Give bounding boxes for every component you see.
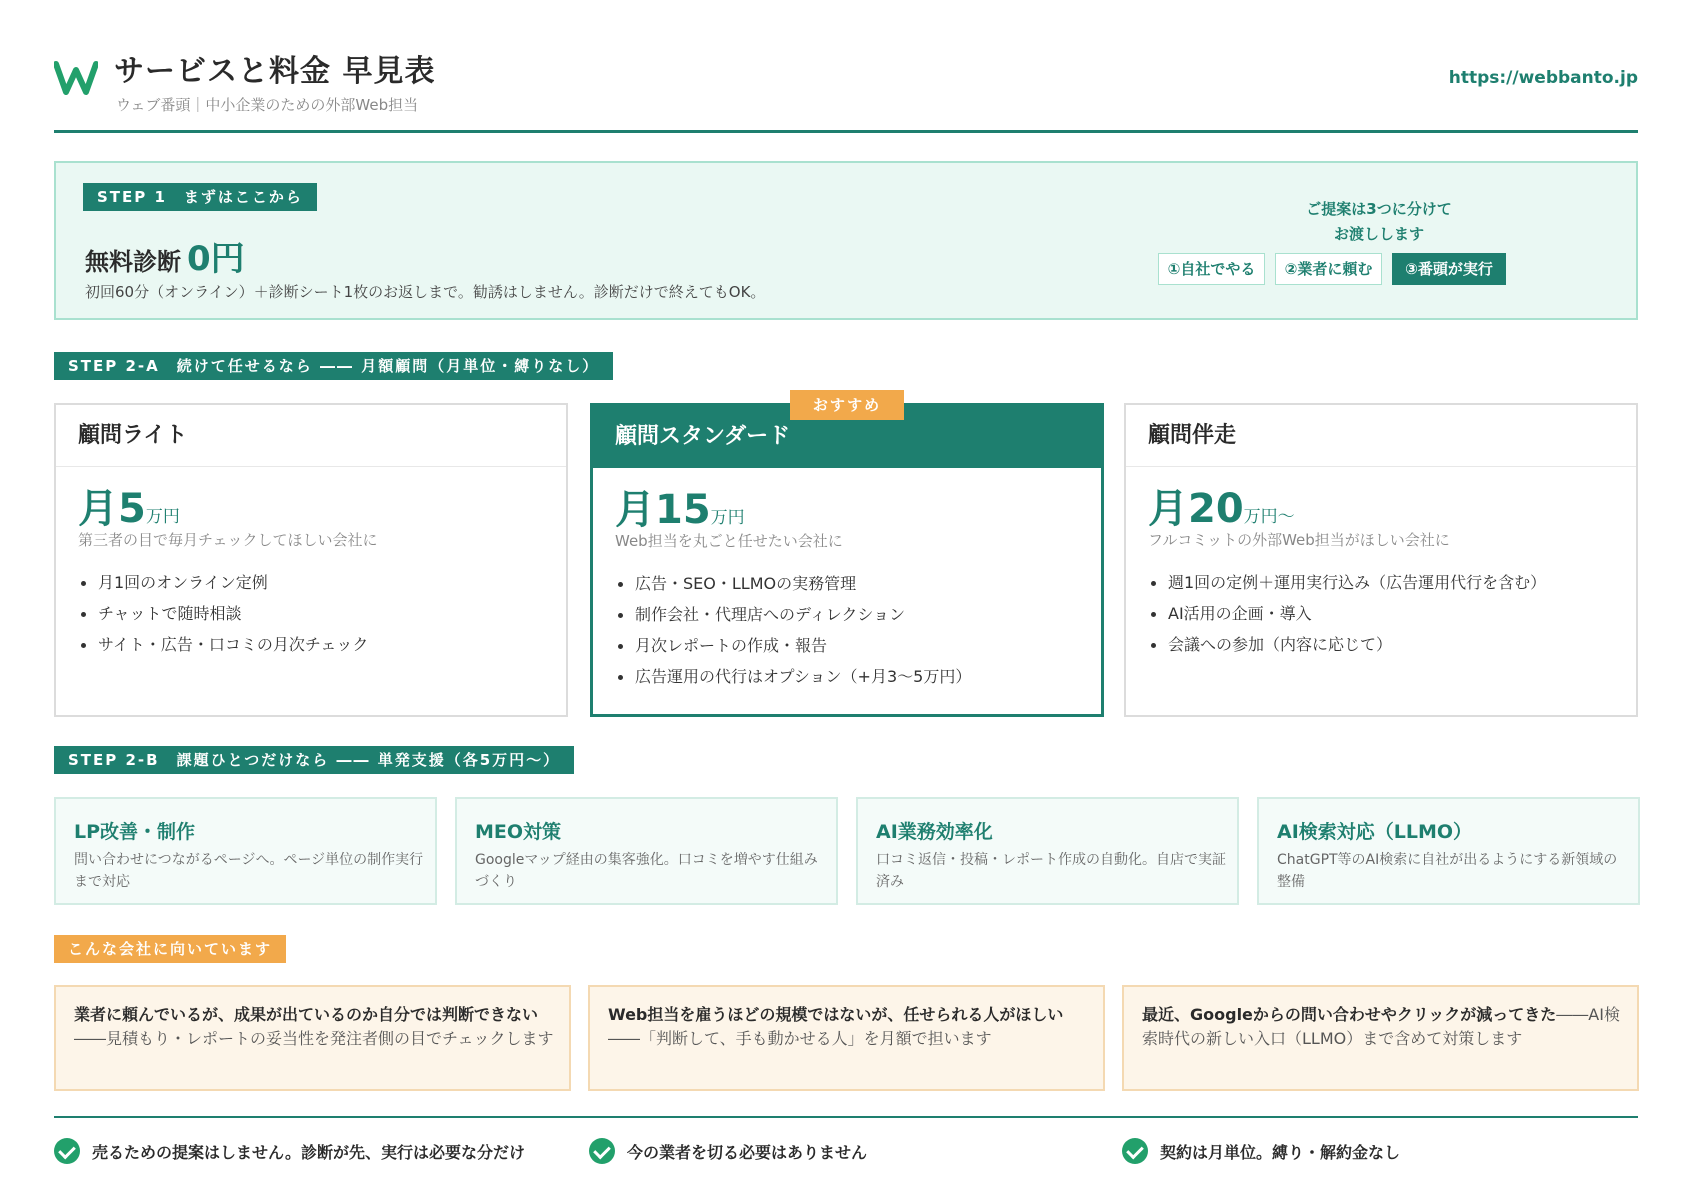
recommend-badge: おすすめ — [790, 390, 904, 420]
page-header — [54, 40, 1638, 132]
webbanto-logo — [54, 58, 98, 98]
plan-feature: チャットで随時相談 — [78, 598, 368, 629]
plan-name: 顧問スタンダード — [593, 406, 1101, 468]
page-subtitle: ウェブ番頭｜中小企業のための外部Web担当 — [116, 96, 419, 114]
plan-price-value: 月20 — [1148, 486, 1244, 532]
service-title: AI検索対応（LLMO） — [1277, 821, 1473, 843]
fit-tag: こんな会社に向いています — [54, 935, 286, 963]
service-card-meo[interactable] — [455, 797, 838, 905]
free-diagnosis-price: 0円 — [187, 239, 245, 279]
fit-case-text — [608, 1003, 1090, 1051]
site-url-link[interactable]: https://webbanto.jp — [1448, 68, 1638, 88]
fit-case-card — [1122, 985, 1639, 1091]
plan-feature: 週1回の定例＋運用実行込み（広告運用代行を含む） — [1148, 567, 1546, 598]
plan-price-unit: 万円 — [710, 508, 745, 528]
plan-feature: 月1回のオンライン定例 — [78, 567, 368, 598]
step2a-tag: STEP 2-A 続けて任せるなら ―― 月額顧問（月単位・縛りなし） — [54, 352, 613, 380]
proposal-note — [1304, 197, 1454, 247]
service-card-ai-efficiency[interactable] — [856, 797, 1239, 905]
plan-card-standard[interactable] — [590, 403, 1104, 717]
promise-text: 今の業者を切る必要はありません — [627, 1142, 868, 1162]
plan-feature: 制作会社・代理店へのディレクション — [615, 599, 971, 630]
service-card-lp[interactable] — [54, 797, 437, 905]
option-banto[interactable]: ③番頭が実行 — [1392, 253, 1506, 285]
service-card-llmo[interactable] — [1257, 797, 1640, 905]
plan-feature: サイト・広告・口コミの月次チェック — [78, 629, 368, 660]
step1-description: 初回60分（オンライン）＋診断シート1枚のお返しまで。勧誘はしません。診断だけで終えてもOK。 — [85, 283, 766, 301]
fit-case-card — [588, 985, 1105, 1091]
plan-features — [78, 567, 368, 660]
plan-name: 顧問ライト — [56, 405, 566, 467]
promise-text: 契約は月単位。縛り・解約金なし — [1160, 1142, 1401, 1162]
free-diagnosis-label: 無料診断 — [85, 248, 181, 276]
fit-case-headline: 業者に頼んでいるが、成果が出ているのか自分では判断できない — [74, 1005, 539, 1024]
plan-features — [1148, 567, 1546, 660]
fit-case-text — [74, 1003, 556, 1051]
step2b-tag: STEP 2-B 課題ひとつだけなら ―― 単発支援（各5万円〜） — [54, 746, 574, 774]
plan-feature: 広告・SEO・LLMOの実務管理 — [615, 568, 971, 599]
plan-feature: AI活用の企画・導入 — [1148, 598, 1546, 629]
plan-price — [1148, 477, 1295, 534]
option-vendor[interactable]: ②業者に頼む — [1275, 253, 1382, 285]
fit-case-headline: Web担当を雇うほどの規模ではないが、任せられる人がほしい — [608, 1005, 1064, 1024]
plan-card-companion[interactable] — [1124, 403, 1638, 717]
service-title: LP改善・制作 — [74, 821, 196, 843]
plan-name: 顧問伴走 — [1126, 405, 1636, 467]
service-desc: 口コミ返信・投稿・レポート作成の自動化。自店で実証済み — [876, 852, 1226, 890]
header-divider — [54, 130, 1638, 133]
plan-card-light[interactable] — [54, 403, 568, 717]
plan-target: Web担当を丸ごと任せたい会社に — [615, 532, 843, 550]
service-desc: ChatGPT等のAI検索に自社が出るようにする新領域の整備 — [1277, 852, 1618, 890]
plan-price-value: 月5 — [78, 486, 146, 532]
page-title: サービスと料金 早見表 — [114, 54, 436, 89]
step1-panel — [54, 161, 1638, 320]
service-desc: 問い合わせにつながるページへ。ページ単位の制作実行まで対応 — [74, 852, 424, 890]
fit-case-detail: ――見積もり・レポートの妥当性を発注者側の目でチェックします — [74, 1029, 554, 1048]
plan-price-value: 月15 — [615, 487, 711, 533]
fit-case-card — [54, 985, 571, 1091]
plan-target: フルコミットの外部Web担当がほしい会社に — [1148, 531, 1450, 549]
fit-case-text — [1142, 1003, 1624, 1051]
plan-price — [78, 477, 180, 534]
promise-item — [1122, 1137, 1400, 1165]
check-icon — [589, 1138, 615, 1164]
service-title: MEO対策 — [475, 821, 562, 843]
proposal-note-line1: ご提案は3つに分けて — [1306, 200, 1452, 218]
check-icon — [54, 1138, 80, 1164]
fit-case-headline: 最近、Googleからの問い合わせやクリックが減ってきた — [1142, 1005, 1557, 1024]
service-title: AI業務効率化 — [876, 821, 993, 843]
fit-case-detail: ――「判断して、手も動かせる人」を月額で担います — [608, 1029, 992, 1048]
promise-text: 売るための提案はしません。診断が先、実行は必要な分だけ — [92, 1142, 525, 1162]
plan-price-unit: 万円 — [145, 507, 180, 527]
plan-price — [615, 478, 745, 535]
footer-divider — [54, 1116, 1638, 1118]
step1-title — [85, 231, 245, 280]
plan-features — [615, 568, 971, 692]
option-self[interactable]: ①自社でやる — [1158, 253, 1265, 285]
plan-feature: 会議への参加（内容に応じて） — [1148, 629, 1546, 660]
proposal-note-line2: お渡しします — [1333, 225, 1424, 243]
promise-item — [589, 1137, 867, 1165]
plan-feature: 月次レポートの作成・報告 — [615, 630, 971, 661]
plan-feature: 広告運用の代行はオプション（+月3〜5万円） — [615, 661, 971, 692]
step1-tag: STEP 1 まずはここから — [83, 183, 317, 211]
service-desc: Googleマップ経由の集客強化。口コミを増やす仕組みづくり — [475, 852, 818, 890]
plan-price-unit: 万円〜 — [1243, 507, 1295, 527]
fit-case-detail: ――AI検索時代の新しい入口（LLMO）まで含めて対策します — [1142, 1005, 1620, 1048]
promise-item — [54, 1137, 525, 1165]
check-icon — [1122, 1138, 1148, 1164]
plan-target: 第三者の目で毎月チェックしてほしい会社に — [78, 531, 378, 549]
